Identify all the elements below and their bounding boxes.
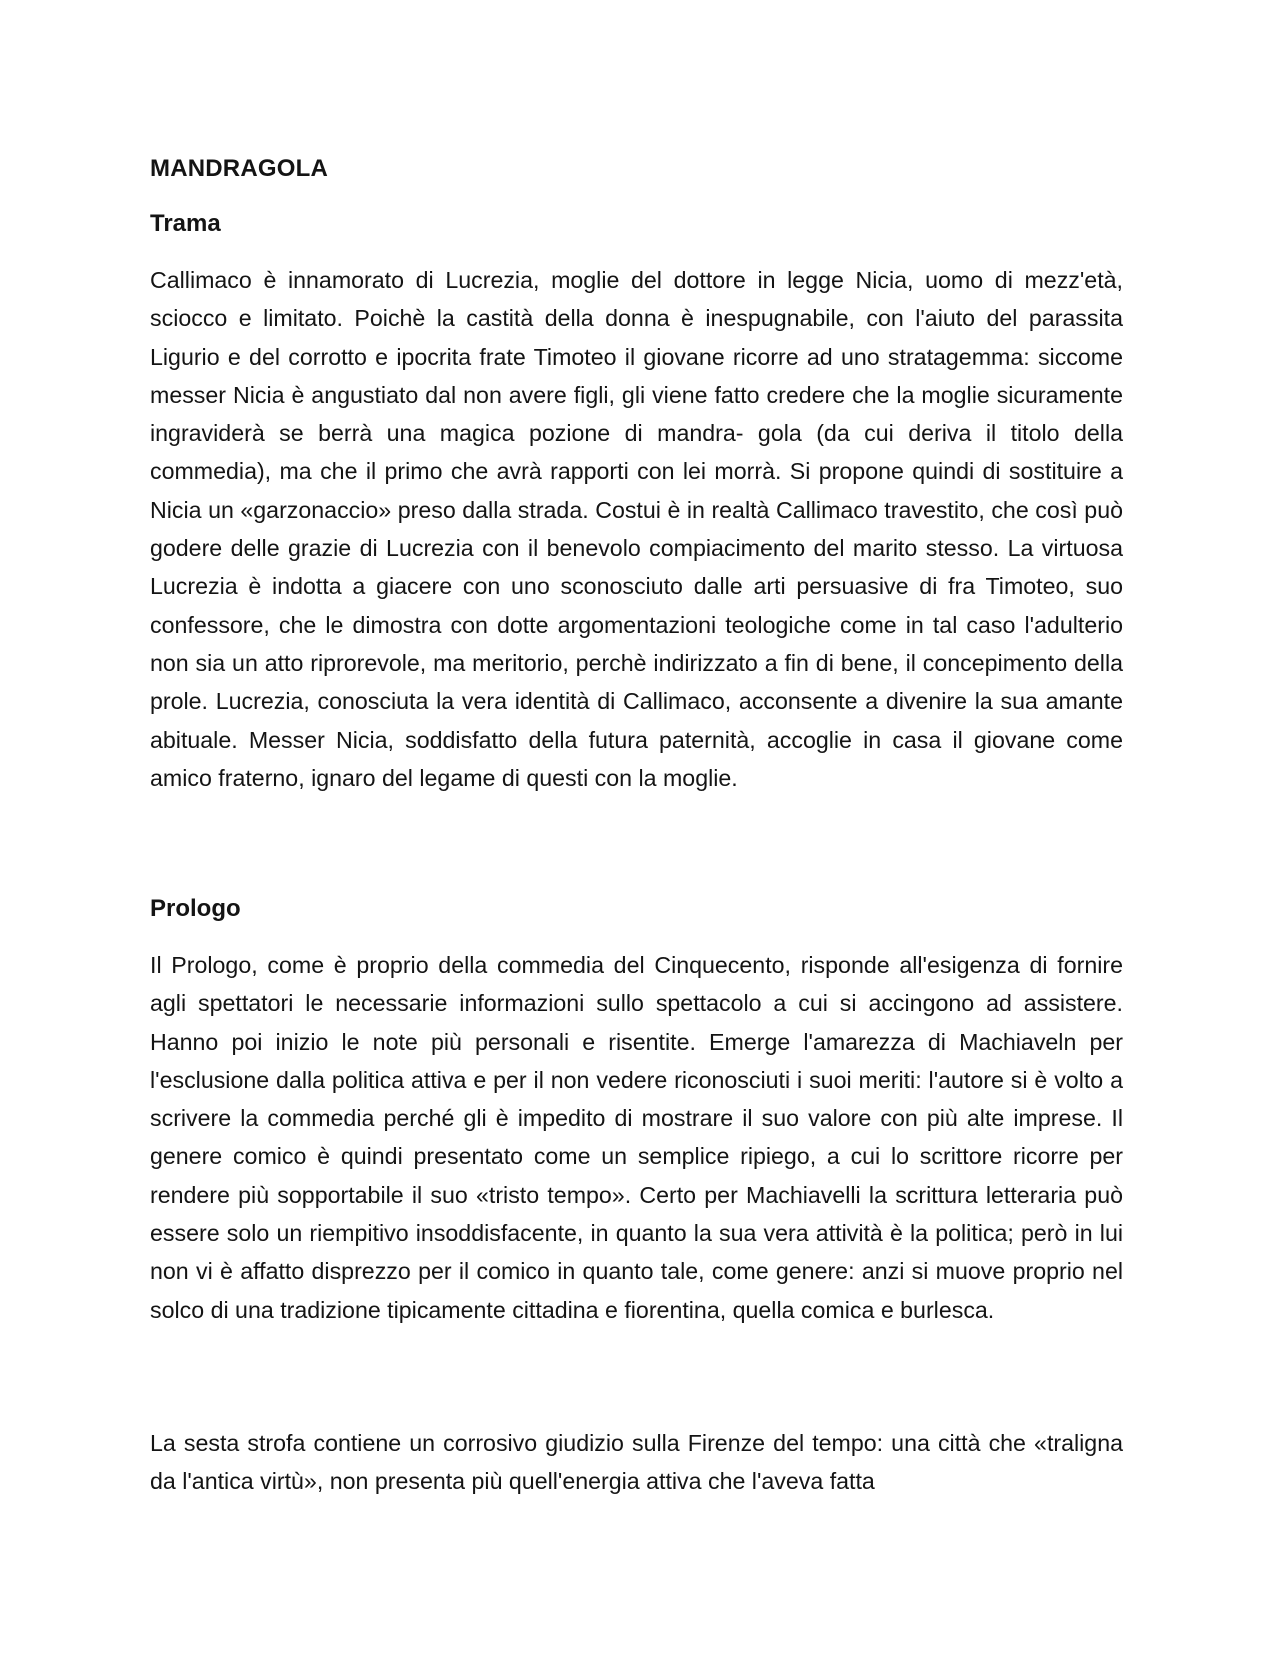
paragraph-prologo-1: Il Prologo, come è proprio della commedia del Cinquecento, risponde all'esigenza di fornire agli spettatori le necessarie informazioni sullo spettacolo a cui si accingono ad assistere. Hanno poi inizio le note più personali e risentite. Emerge l'amarezza di Machiaveln per l'esclusione dalla politica attiva e per il non vedere riconosciuti i suoi meriti: l'autore si è volto a scrivere la commedia perché gli è impedito di mostrare il suo valore con più alte imprese. Il genere comico è quindi presentato come un semplice ripiego, a cui lo scrittore ricorre per rendere più sopportabile il suo «tristo tempo». Certo per Machiavelli la scrittura letteraria può essere solo un riempitivo insoddisfacente, in quanto la sua vera attività è la politica; però in lui non vi è affatto disprezzo per il comico in quanto tale, come genere: anzi si muove proprio nel solco di una tradizione tipicamente cittadina e fiorentina, quella comica e burlesca.: [150, 952, 1123, 1323]
section-heading-trama: Trama: [150, 210, 221, 237]
paragraph-prologo-2: La sesta strofa contiene un corrosivo giudizio sulla Firenze del tempo: una città che «traligna da l'antica virtù», non presenta più quell'energia attiva che l'aveva fatta: [150, 1430, 1123, 1495]
section-heading-prologo: Prologo: [150, 895, 241, 922]
paragraph-trama: Callimaco è innamorato di Lucrezia, moglie del dottore in legge Nicia, uomo di mezz'età, sciocco e limitato. Poichè la castità della donna è inespugnabile, con l'aiuto del parassita Ligurio e del corrotto e ipocrita frate Timoteo il giovane ricorre ad uno stratagemma: siccome messer Nicia è angustiato dal non avere figli, gli viene fatto credere che la moglie sicuramente ingraviderà se berrà una magica pozione di mandra- gola (da cui deriva il titolo della commedia), ma che il primo che avrà rapporti con lei morrà. Si propone quindi di sostituire a Nicia un «garzonaccio» preso dalla strada. Costui è in realtà Callimaco travestito, che così può godere delle grazie di Lucrezia con il benevolo compiacimento del marito stesso. La virtuosa Lucrezia è indotta a giacere con uno sconosciuto dalle arti persuasive di fra Timoteo, suo confessore, che le dimostra con dotte argomentazioni teologiche come in tal caso l'adulterio non sia un atto riprorevole, ma meritorio, perchè indirizzato a fin di bene, il concepimento della prole. Lucrezia, conosciuta la vera identità di Callimaco, acconsente a divenire la sua amante abituale. Messer Nicia, soddisfatto della futura paternità, accoglie in casa il giovane come amico fraterno, ignaro del legame di questi con la moglie.: [150, 267, 1123, 791]
document-page: [150, 0, 1123, 1656]
document-title: MANDRAGOLA: [150, 155, 328, 182]
